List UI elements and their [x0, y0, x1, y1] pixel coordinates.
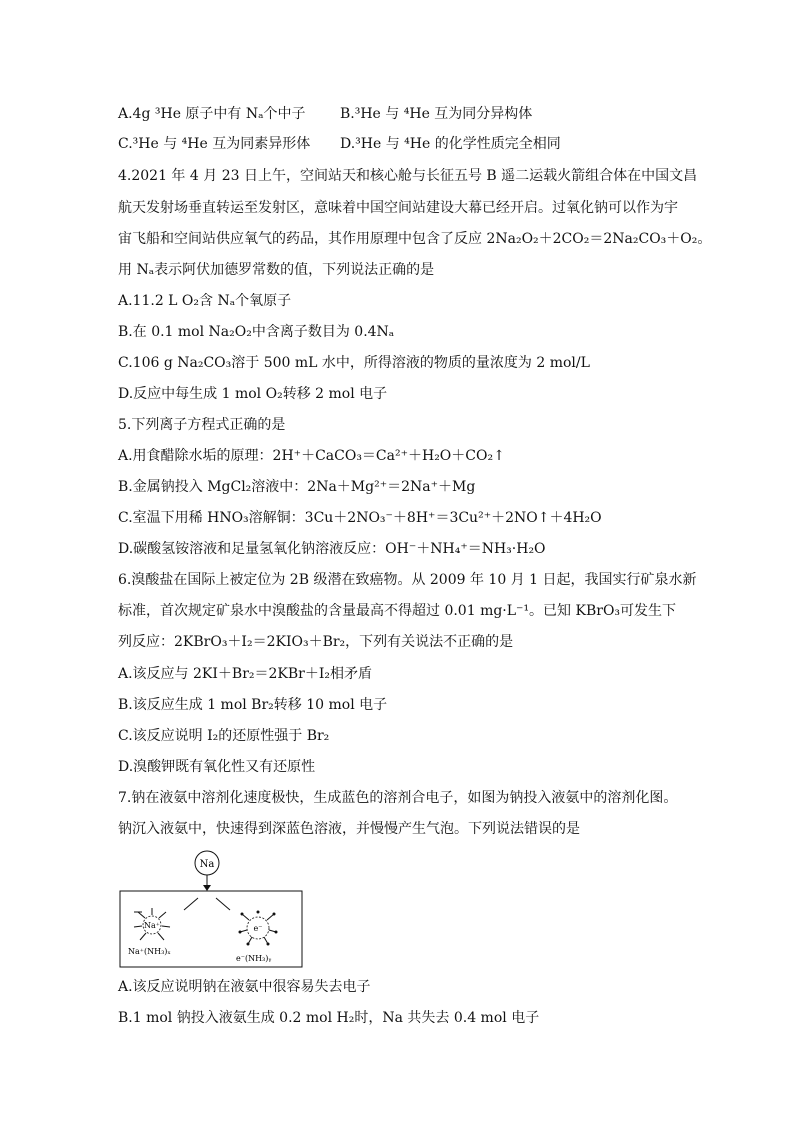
- q7-option-a: A.该反应说明钠在液氨中很容易失去电子: [118, 979, 371, 995]
- q4-stem-line-3: 宙飞船和空间站供应氧气的药品，其作用原理中包含了反应 2Na₂O₂＋2CO₂＝2Na₂CO₃＋O₂。: [118, 231, 712, 247]
- q4-stem-line-2: 航天发射场垂直转运至发射区，意味着中国空间站建设大幕已经开启。过氧化钠可以作为宇: [118, 200, 678, 216]
- q4-option-c: C.106 g Na₂CO₃溶于 500 mL 水中，所得溶液的物质的量浓度为 2 mol/L: [118, 355, 590, 371]
- sodium-ion-label: Na⁺: [144, 921, 160, 930]
- q6-option-b: B.该反应生成 1 mol Br₂转移 10 mol 电子: [118, 697, 388, 713]
- q6-option-c: C.该反应说明 I₂的还原性强于 Br₂: [118, 728, 330, 744]
- q3-option-a: A.4g ³He 原子中有 Nₐ个中子: [118, 106, 306, 122]
- q4-stem-line-4: 用 Nₐ表示阿伏加德罗常数的值，下列说法正确的是: [118, 262, 435, 278]
- q7-stem-line-1: 7.钠在液氨中溶剂化速度极快，生成蓝色的溶剂合电子，如图为钠投入液氨中的溶剂化图。: [118, 790, 678, 806]
- right-split-arrow: [216, 898, 230, 910]
- q3-option-d: D.³He 与 ⁴He 的化学性质完全相同: [340, 136, 561, 152]
- sodium-ion-caption: Na⁺(NH₃)ₓ: [128, 947, 171, 956]
- q6-option-d: D.溴酸钾既有氧化性又有还原性: [118, 759, 316, 775]
- q6-stem-line-1: 6.溴酸盐在国际上被定位为 2B 级潜在致癌物。从 2009 年 10 月 1 日起，我国实行矿泉水新: [118, 572, 697, 588]
- q5-option-b: B.金属钠投入 MgCl₂溶液中：2Na＋Mg²⁺＝2Na⁺＋Mg: [118, 479, 476, 495]
- q7-option-b: B.1 mol 钠投入液氨生成 0.2 mol H₂时，Na 共失去 0.4 mol 电子: [118, 1010, 540, 1026]
- q5-option-c: C.室温下用稀 HNO₃溶解铜：3Cu＋2NO₃⁻＋8H⁺＝3Cu²⁺＋2NO↑＋4H₂O: [118, 510, 602, 526]
- electron-label: e⁻: [253, 924, 263, 933]
- q5-option-a: A.用食醋除水垢的原理：2H⁺＋CaCO₃＝Ca²⁺＋H₂O＋CO₂↑: [118, 448, 505, 464]
- sodium-atom-label: Na: [199, 859, 215, 870]
- q5-stem: 5.下列离子方程式正确的是: [118, 417, 286, 433]
- q4-option-d: D.反应中每生成 1 mol O₂转移 2 mol 电子: [118, 386, 388, 402]
- left-split-arrow: [184, 898, 198, 910]
- electron-caption: e⁻(NH₃)ᵧ: [236, 954, 272, 963]
- q4-option-a: A.11.2 L O₂含 Nₐ个氧原子: [118, 293, 292, 309]
- q7-stem-line-2: 钠沉入液氨中，快速得到深蓝色溶液，并慢慢产生气泡。下列说法错误的是: [118, 821, 580, 837]
- q4-stem-line-1: 4.2021 年 4 月 23 日上午，空间站天和核心舱与长征五号 B 遥二运载火箭组合体在中国文昌: [118, 168, 698, 184]
- q3-option-b: B.³He 与 ⁴He 互为同分异构体: [340, 106, 533, 122]
- q6-stem-line-3: 列反应：2KBrO₃＋I₂＝2KIO₃＋Br₂，下列有关说法不正确的是: [118, 634, 514, 650]
- q6-stem-line-2: 标准，首次规定矿泉水中溴酸盐的含量最高不得超过 0.01 mg·L⁻¹。已知 KBrO₃可发生下: [118, 603, 677, 619]
- q4-option-b: B.在 0.1 mol Na₂O₂中含离子数目为 0.4Nₐ: [118, 324, 395, 340]
- down-arrow-head: [203, 885, 211, 891]
- solvation-diagram: [118, 848, 304, 970]
- q3-option-c: C.³He 与 ⁴He 互为同素异形体: [118, 136, 311, 152]
- q6-option-a: A.该反应与 2KI＋Br₂＝2KBr＋I₂相矛盾: [118, 666, 372, 682]
- q5-option-d: D.碳酸氢铵溶液和足量氢氧化钠溶液反应：OH⁻＋NH₄⁺＝NH₃·H₂O: [118, 541, 546, 557]
